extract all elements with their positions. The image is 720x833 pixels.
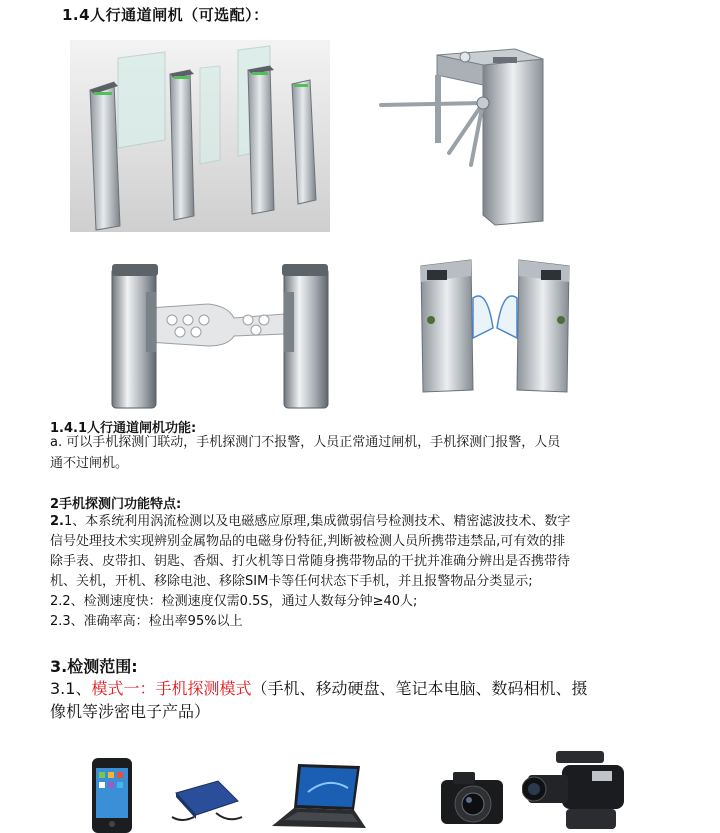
flap-barrier-photo xyxy=(415,258,575,394)
tripod-turnstile-photo xyxy=(375,45,560,230)
function-text-a-line-2: 通不过闸机。 xyxy=(50,456,129,471)
detection-range-line-1 xyxy=(50,677,587,700)
feature-item-1-text: 1、本系统利用涡流检测以及电磁感应原理,集成微弱信号检测技术、精密滤波技术、数字 xyxy=(63,514,571,529)
section-1-4-1-title: 1.4.1人行通道闸机功能: xyxy=(50,421,197,436)
function-text-a-line-1: a. 可以手机探测门联动，手机探测门不报警，人员正常通过闸机，手机探测门报警，人员 xyxy=(50,435,561,450)
feature-item-2: 2.2、检测速度快：检测速度仅需0.5S，通过人数每分钟≥40人; xyxy=(50,594,418,609)
section-3-title: 3.检测范围: xyxy=(50,657,138,676)
feature-item-1-line-3: 除手表、皮带扣、钥匙、香烟、打火机等日常随身携带物品的干扰并准确分辨出是否携带待 xyxy=(50,554,571,569)
feature-item-3: 2.3、准确率高：检出率95%以上 xyxy=(50,614,243,629)
smartphone-photo xyxy=(90,756,135,833)
swing-barrier-photo xyxy=(108,258,334,416)
video-camera-photo xyxy=(522,745,634,833)
digital-camera-photo xyxy=(437,766,509,833)
feature-item-1-line-4: 机、关机，开机、移除电池、移除SIM卡等任何状态下手机，并且报警物品分类显示; xyxy=(50,574,533,589)
mode-one-items: （手机、移动硬盘、笔记本电脑、数码相机、摄 xyxy=(251,679,588,698)
section-1-4-title: 1.4人行通道闸机（可选配）： xyxy=(62,6,269,24)
swing-gate-photo xyxy=(70,40,330,232)
feature-item-1-line-1 xyxy=(50,512,570,533)
portable-hard-drive-photo xyxy=(168,773,246,825)
feature-item-1-prefix: 2. xyxy=(50,514,64,529)
laptop-photo xyxy=(268,762,368,833)
mode-prefix: 3.1、 xyxy=(50,679,92,698)
detection-range-line-2: 像机等涉密电子产品） xyxy=(50,702,211,721)
feature-item-1-line-2: 信号处理技术实现辨别金属物品的电磁身份特征,判断被检测人员所携带违禁品,可有效的排 xyxy=(50,534,566,549)
section-2-title: 2手机探测门功能特点: xyxy=(50,497,182,512)
mode-one-label: 模式一：手机探测模式 xyxy=(91,679,252,698)
